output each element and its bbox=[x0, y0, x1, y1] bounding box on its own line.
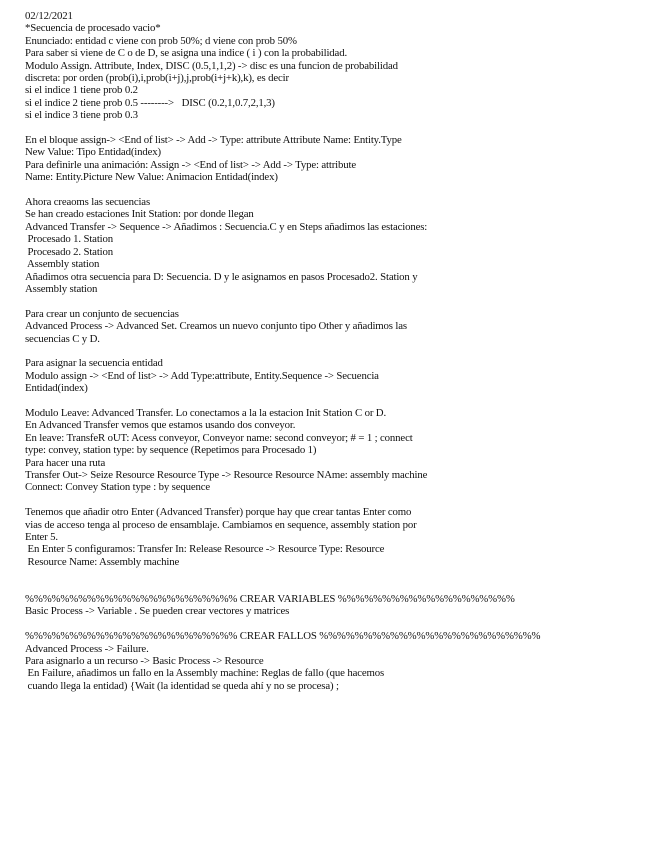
text-line: Name: Entity.Picture New Value: Animacion Entidad(index) bbox=[25, 171, 278, 184]
blank-line bbox=[25, 494, 645, 506]
text-line: Procesado 1. Station bbox=[25, 233, 114, 246]
text-line: Connect: Convey Station type : by sequence bbox=[25, 481, 211, 494]
text-line: *Secuencia de procesado vacio* bbox=[25, 22, 161, 35]
text-line: Se han creado estaciones Init Station: por donde llegan bbox=[25, 208, 254, 221]
text-line: si el indice 1 tiene prob 0.2 bbox=[25, 84, 138, 97]
text-line: Advanced Transfer -> Sequence -> Añadimos : Secuencia.C y en Steps añadimos las estaciones: bbox=[25, 220, 428, 233]
text-line: Assembly station bbox=[25, 258, 100, 271]
text-line: vias de acceso tenga al proceso de ensamblaje. Cambiamos en sequence, assembly station por bbox=[25, 518, 417, 531]
text-line: Modulo assign -> <End of list> -> Add Type:attribute, Entity.Sequence -> Secuencia bbox=[25, 369, 379, 382]
text-line: Enter 5. bbox=[25, 530, 58, 543]
blank-line bbox=[25, 295, 645, 307]
blank-line bbox=[25, 395, 645, 407]
text-line: Procesado 2. Station bbox=[25, 245, 114, 258]
text-line: Advanced Process -> Failure. bbox=[25, 642, 149, 655]
text-line: type: convey, station type: by sequence (Repetimos para Procesado 1) bbox=[25, 444, 317, 457]
text-line: 02/12/2021 bbox=[25, 10, 73, 22]
text-line: Resource Name: Assembly machine bbox=[25, 555, 180, 568]
blank-line bbox=[25, 618, 645, 630]
text-line: Transfer Out-> Seize Resource Resource Type -> Resource Resource NAme: assembly machine bbox=[25, 468, 428, 481]
document-body bbox=[25, 10, 645, 692]
text-line: Para crear un conjunto de secuencias bbox=[25, 307, 179, 320]
text-line: Enunciado: entidad c viene con prob 50%; d viene con prob 50% bbox=[25, 34, 297, 47]
blank-line bbox=[25, 568, 645, 580]
text-line: En el bloque assign-> <End of list> -> Add -> Type: attribute Attribute Name: Entity.Type bbox=[25, 134, 402, 147]
text-line: discreta: por orden (prob(i),i,prob(i+j),j,prob(i+j+k),k), es decir bbox=[25, 72, 289, 85]
text-line: Para saber si viene de C o de D, se asigna una indice ( i ) con la probabilidad. bbox=[25, 47, 347, 60]
text-line: En Advanced Transfer vemos que estamos usando dos conveyor. bbox=[25, 419, 296, 432]
text-line: Assembly station bbox=[25, 282, 98, 295]
text-line: Entidad(index) bbox=[25, 382, 88, 395]
text-line: Ahora creaoms las secuencias bbox=[25, 196, 151, 209]
text-line: En Enter 5 configuramos: Transfer In: Release Resource -> Resource Type: Resource bbox=[25, 543, 385, 556]
text-line: Añadimos otra secuencia para D: Secuencia. D y le asignamos en pasos Procesado2. Station y bbox=[25, 270, 418, 283]
text-line: Advanced Process -> Advanced Set. Creamos un nuevo conjunto tipo Other y añadimos las bbox=[25, 320, 407, 333]
text-line: %%%%%%%%%%%%%%%%%%%%%%%% CREAR VARIABLES %%%%%%%%%%%%%%%%%%%% bbox=[25, 592, 515, 605]
text-line: Tenemos que añadir otro Enter (Advanced Transfer) porque hay que crear tantas Enter como bbox=[25, 506, 412, 519]
text-line: En Failure, añadimos un fallo en la Assembly machine: Reglas de fallo (que hacemos bbox=[25, 667, 385, 680]
text-line: New Value: Tipo Entidad(index) bbox=[25, 146, 161, 159]
text-line: Modulo Leave: Advanced Transfer. Lo conectamos a la la estacion Init Station C or D. bbox=[25, 406, 387, 419]
text-line: si el indice 3 tiene prob 0.3 bbox=[25, 109, 138, 122]
text-line: Para definirle una animación: Assign -> <End of list> -> Add -> Type: attribute bbox=[25, 158, 356, 171]
text-line: cuando llega la entidad) {Wait (la identidad se queda ahí y no se procesa) ; bbox=[25, 679, 339, 692]
text-line: En leave: TransfeR oUT: Acess conveyor, Conveyor name: second conveyor; # = 1 ; connect bbox=[25, 431, 413, 444]
text-line: secuencias C y D. bbox=[25, 332, 100, 345]
blank-line bbox=[25, 122, 645, 134]
text-line: Basic Process -> Variable . Se pueden crear vectores y matrices bbox=[25, 605, 290, 618]
text-line: Para asignar la secuencia entidad bbox=[25, 357, 163, 370]
blank-line bbox=[25, 184, 645, 196]
text-line: Para asignarlo a un recurso -> Basic Process -> Resource bbox=[25, 654, 264, 667]
blank-line bbox=[25, 345, 645, 357]
text-line: si el indice 2 tiene prob 0.5 --------> DISC (0.2,1,0.7,2,1,3) bbox=[25, 96, 275, 109]
text-line: Modulo Assign. Attribute, Index, DISC (0.5,1,1,2) -> disc es una funcion de probabilidad bbox=[25, 59, 398, 72]
text-line: %%%%%%%%%%%%%%%%%%%%%%%% CREAR FALLOS %%%%%%%%%%%%%%%%%%%%%%%%% bbox=[25, 630, 541, 643]
blank-line bbox=[25, 581, 645, 593]
text-line: Para hacer una ruta bbox=[25, 456, 106, 469]
